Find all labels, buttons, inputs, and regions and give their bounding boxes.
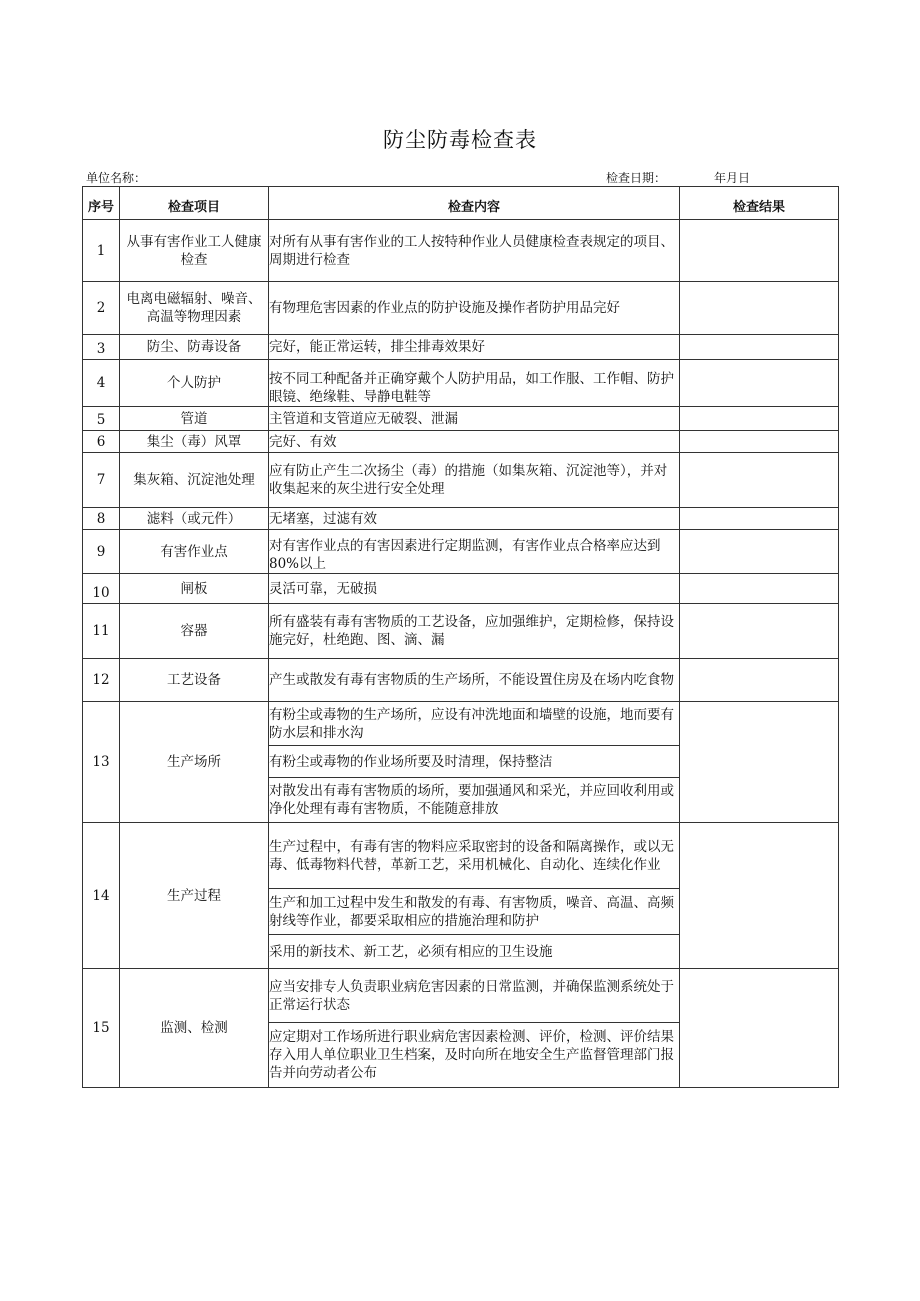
row-item: 个人防护 (120, 360, 269, 407)
row-item: 电离电磁辐射、噪音、高温等物理因素 (120, 282, 269, 335)
row-number: 9 (83, 530, 120, 574)
row-content: 按不同工种配备并正确穿戴个人防护用品，如工作服、工作帽、防护眼镜、绝缘鞋、导静电鞋等 (269, 360, 680, 407)
row-number: 15 (83, 969, 120, 1088)
table-row (83, 659, 839, 702)
row-item: 监测、检测 (120, 969, 269, 1088)
header-item: 检查项目 (120, 187, 269, 220)
row-content: 应当安排专人负责职业病危害因素的日常监测，并确保监测系统处于正常运行状态 (269, 969, 680, 1023)
row-result-cell[interactable] (680, 659, 839, 702)
table-row (83, 574, 839, 604)
header-result: 检查结果 (680, 187, 839, 220)
row-result-cell[interactable] (680, 604, 839, 659)
row-result-cell[interactable] (680, 407, 839, 431)
row-content: 对有害作业点的有害因素进行定期监测，有害作业点合格率应达到80%以上 (269, 530, 680, 574)
row-result-cell[interactable] (680, 220, 839, 282)
row-content: 完好、有效 (269, 431, 680, 453)
row-item: 集尘（毒）风罩 (120, 431, 269, 453)
header-content: 检查内容 (269, 187, 680, 220)
row-item: 管道 (120, 407, 269, 431)
row-content: 有物理危害因素的作业点的防护设施及操作者防护用品完好 (269, 282, 680, 335)
row-content: 采用的新技术、新工艺，必须有相应的卫生设施 (269, 935, 680, 969)
table-row (83, 220, 839, 282)
row-item: 滤料（或元件） (120, 508, 269, 530)
row-item: 生产过程 (120, 823, 269, 969)
table-row (83, 282, 839, 335)
unit-name-label: 单位名称： (86, 171, 147, 185)
row-content: 生产过程中，有毒有害的物料应采取密封的设备和隔离操作，或以无毒、低毒物料代替，革新工艺，采用机械化、自动化、连续化作业 (269, 823, 680, 889)
row-result-cell[interactable] (680, 969, 839, 1088)
row-item: 容器 (120, 604, 269, 659)
row-result-cell[interactable] (680, 702, 839, 823)
row-result-cell[interactable] (680, 453, 839, 508)
row-item: 集灰箱、沉淀池处理 (120, 453, 269, 508)
table-row (83, 604, 839, 659)
row-item: 工艺设备 (120, 659, 269, 702)
table-row (83, 360, 839, 407)
row-number: 5 (83, 407, 120, 431)
row-content: 灵活可靠，无破损 (269, 574, 680, 604)
row-item: 有害作业点 (120, 530, 269, 574)
inspection-table (82, 186, 839, 1088)
table-row (83, 335, 839, 360)
table-row (83, 823, 839, 889)
row-content: 应有防止产生二次扬尘（毒）的措施（如集灰箱、沉淀池等），并对收集起来的灰尘进行安全处理 (269, 453, 680, 508)
row-content: 对散发出有毒有害物质的场所，要加强通风和采光，并应回收利用或净化处理有毒有害物质，不能随意排放 (269, 778, 680, 823)
row-result-cell[interactable] (680, 282, 839, 335)
header-no: 序号 (83, 187, 120, 220)
row-content: 产生或散发有毒有害物质的生产场所，不能设置住房及在场内吃食物 (269, 659, 680, 702)
row-result-cell[interactable] (680, 431, 839, 453)
row-result-cell[interactable] (680, 530, 839, 574)
row-number: 6 (83, 431, 120, 453)
row-number: 3 (83, 335, 120, 360)
table-row (83, 407, 839, 431)
row-content: 无堵塞，过滤有效 (269, 508, 680, 530)
row-item: 生产场所 (120, 702, 269, 823)
check-date-label: 检查日期： (606, 171, 667, 185)
row-content: 有粉尘或毒物的生产场所，应设有冲洗地面和墙壁的设施，地而要有防水层和排水沟 (269, 702, 680, 746)
row-number: 12 (83, 659, 120, 702)
row-content: 对所有从事有害作业的工人按特种作业人员健康检查表规定的项目、周期进行检查 (269, 220, 680, 282)
row-result-cell[interactable] (680, 360, 839, 407)
row-result-cell[interactable] (680, 335, 839, 360)
row-content: 有粉尘或毒物的作业场所要及时清理，保持整洁 (269, 746, 680, 778)
row-content: 所有盛装有毒有害物质的工艺设备，应加强维护，定期检修，保持设施完好，杜绝跑、图、滴、漏 (269, 604, 680, 659)
row-number: 2 (83, 282, 120, 335)
row-number: 10 (83, 574, 120, 604)
row-number: 4 (83, 360, 120, 407)
row-number: 8 (83, 508, 120, 530)
table-row (83, 969, 839, 1023)
row-result-cell[interactable] (680, 823, 839, 969)
row-item: 闸板 (120, 574, 269, 604)
row-number: 7 (83, 453, 120, 508)
row-item: 防尘、防毒设备 (120, 335, 269, 360)
row-result-cell[interactable] (680, 508, 839, 530)
page-title: 防尘防毒检查表 (383, 128, 537, 152)
row-result-cell[interactable] (680, 574, 839, 604)
row-content: 主管道和支管道应无破裂、泄漏 (269, 407, 680, 431)
table-row (83, 431, 839, 453)
row-content: 应定期对工作场所进行职业病危害因素检测、评价，检测、评价结果存入用人单位职业卫生档案，及时向所在地安全生产监督管理部门报告并向劳动者公布 (269, 1023, 680, 1088)
row-number: 11 (83, 604, 120, 659)
row-number: 1 (83, 220, 120, 282)
row-number: 14 (83, 823, 120, 969)
row-item: 从事有害作业工人健康检查 (120, 220, 269, 282)
header-row (83, 187, 839, 220)
row-content: 完好，能正常运转，排尘排毒效果好 (269, 335, 680, 360)
row-content: 生产和加工过程中发生和散发的有毒、有害物质，噪音、高温、高频射线等作业，都要采取相应的措施治理和防护 (269, 889, 680, 935)
row-number: 13 (83, 702, 120, 823)
table-row (83, 453, 839, 508)
table-row (83, 702, 839, 746)
table-row (83, 508, 839, 530)
table-row (83, 530, 839, 574)
check-date-value: 年月日 (714, 171, 751, 185)
